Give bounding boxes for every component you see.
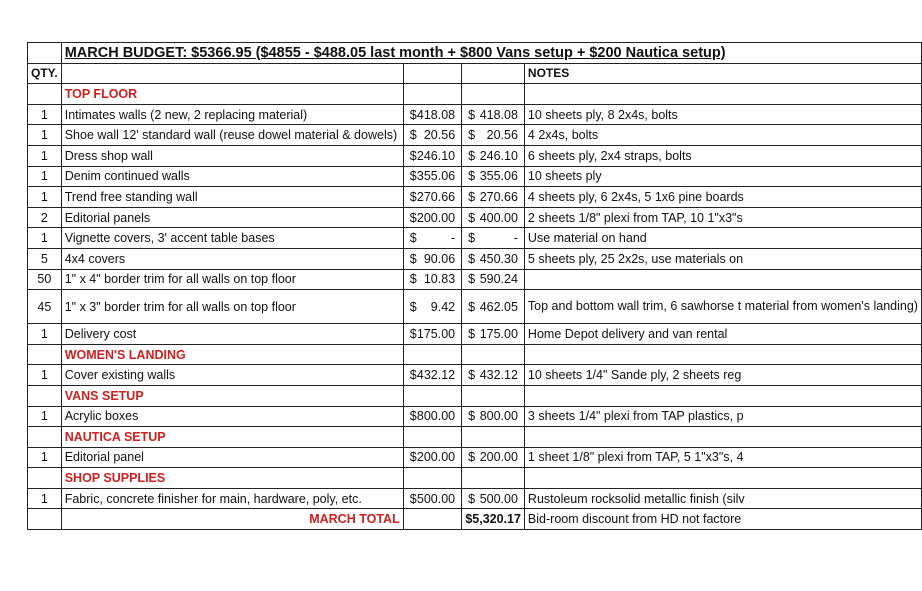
unit-cost-cell bbox=[403, 207, 461, 228]
unit-cost-cell-inner bbox=[407, 128, 458, 142]
line-total-cell bbox=[462, 365, 525, 386]
qty-cell: 1 bbox=[28, 324, 62, 345]
budget-title: MARCH BUDGET: $5366.95 ($4855 - $488.05 last month + $800 Vans setup + $200 Nautica setup) bbox=[61, 43, 921, 64]
unit-cost-cell-inner bbox=[407, 169, 458, 183]
qty-cell bbox=[28, 344, 62, 365]
unit-cost-cell bbox=[403, 447, 461, 468]
description-cell: Editorial panel bbox=[61, 447, 403, 468]
currency-symbol: $ bbox=[468, 491, 476, 506]
desc-header bbox=[61, 63, 403, 84]
notes-cell bbox=[524, 84, 921, 105]
notes-cell: 10 sheets 1/4" Sande ply, 2 sheets reg bbox=[524, 365, 921, 386]
qty-cell: 1 bbox=[28, 187, 62, 208]
unit-cost-cell bbox=[403, 365, 461, 386]
currency-symbol: $ bbox=[468, 189, 476, 204]
amount: 800.00 bbox=[416, 409, 456, 424]
budget-sheet-body bbox=[28, 43, 922, 530]
line-total-cell-inner bbox=[465, 492, 521, 506]
amount: 355.06 bbox=[479, 169, 518, 184]
amount: 175.00 bbox=[479, 326, 518, 341]
description-cell: 1" x 4" border trim for all walls on top floor bbox=[61, 269, 403, 290]
description-cell: Vignette covers, 3' accent table bases bbox=[61, 228, 403, 249]
unit-cost-cell-inner bbox=[407, 409, 458, 423]
qty-cell bbox=[28, 468, 62, 489]
currency-symbol: $ bbox=[468, 450, 476, 465]
unit-cell bbox=[403, 509, 461, 530]
item-row bbox=[28, 104, 922, 125]
unit-cost-cell bbox=[403, 324, 461, 345]
amount: 90.06 bbox=[423, 251, 456, 266]
notes-cell bbox=[524, 344, 921, 365]
notes-cell: 4 sheets ply, 6 2x4s, 5 1x6 pine boards bbox=[524, 187, 921, 208]
amount: 20.56 bbox=[423, 128, 456, 143]
amount: 200.00 bbox=[416, 450, 456, 465]
amount: 246.10 bbox=[479, 148, 518, 163]
qty-cell: 1 bbox=[28, 365, 62, 386]
amount: 500.00 bbox=[416, 491, 456, 506]
amount: 800.00 bbox=[479, 409, 518, 424]
amount: 9.42 bbox=[430, 299, 456, 314]
currency-symbol: $ bbox=[468, 299, 476, 314]
notes-cell: Top and bottom wall trim, 6 sawhorse t material from women's landing) bbox=[524, 290, 921, 324]
item-row bbox=[28, 488, 922, 509]
notes-cell: 1 sheet 1/8" plexi from TAP, 5 1"x3"s, 4 bbox=[524, 447, 921, 468]
total-cell bbox=[462, 468, 525, 489]
amount: 418.08 bbox=[416, 107, 456, 122]
amount: 200.00 bbox=[416, 210, 456, 225]
qty-cell: 2 bbox=[28, 207, 62, 228]
amount: 270.66 bbox=[479, 189, 518, 204]
line-total-cell bbox=[462, 324, 525, 345]
notes-cell: 4 2x4s, bolts bbox=[524, 125, 921, 146]
currency-symbol: $ bbox=[409, 299, 417, 314]
description-cell: Cover existing walls bbox=[61, 365, 403, 386]
currency-symbol: $ bbox=[409, 189, 417, 204]
qty-header: QTY. bbox=[28, 63, 62, 84]
section-label: NAUTICA SETUP bbox=[61, 427, 403, 448]
line-total-cell-inner bbox=[465, 149, 521, 163]
unit-cost-cell-inner bbox=[407, 190, 458, 204]
qty-cell: 1 bbox=[28, 406, 62, 427]
unit-cost-cell bbox=[403, 248, 461, 269]
line-total-cell-inner bbox=[465, 368, 521, 382]
currency-symbol: $ bbox=[468, 326, 476, 341]
total-label: MARCH TOTAL bbox=[61, 509, 403, 530]
line-total-cell-inner bbox=[465, 409, 521, 423]
currency-symbol: $ bbox=[468, 368, 476, 383]
unit-cost-cell bbox=[403, 406, 461, 427]
amount: 10.83 bbox=[423, 272, 456, 287]
currency-symbol: $ bbox=[409, 128, 417, 143]
unit-cost-cell bbox=[403, 228, 461, 249]
description-cell: Delivery cost bbox=[61, 324, 403, 345]
item-row bbox=[28, 166, 922, 187]
unit-cost-cell-inner bbox=[407, 108, 458, 122]
item-row bbox=[28, 248, 922, 269]
unit-cell bbox=[403, 84, 461, 105]
amount: 355.06 bbox=[416, 169, 456, 184]
amount: 590.24 bbox=[479, 272, 518, 287]
currency-symbol: $ bbox=[409, 450, 417, 465]
item-row bbox=[28, 269, 922, 290]
notes-cell: 5 sheets ply, 25 2x2s, use materials on bbox=[524, 248, 921, 269]
currency-symbol: $ bbox=[409, 368, 417, 383]
total-cell bbox=[462, 385, 525, 406]
item-row bbox=[28, 187, 922, 208]
item-row bbox=[28, 406, 922, 427]
unit-cost-cell-inner bbox=[407, 231, 458, 245]
section-label: WOMEN'S LANDING bbox=[61, 344, 403, 365]
item-row bbox=[28, 365, 922, 386]
item-row bbox=[28, 447, 922, 468]
item-row bbox=[28, 324, 922, 345]
notes-header: NOTES bbox=[524, 63, 921, 84]
qty-cell bbox=[28, 84, 62, 105]
unit-cost-cell bbox=[403, 269, 461, 290]
line-total-cell bbox=[462, 228, 525, 249]
line-total-cell-inner bbox=[465, 231, 521, 245]
line-total-cell bbox=[462, 290, 525, 324]
description-cell: Fabric, concrete finisher for main, hardware, poly, etc. bbox=[61, 488, 403, 509]
notes-cell: 10 sheets ply, 8 2x4s, bolts bbox=[524, 104, 921, 125]
total-cell bbox=[462, 84, 525, 105]
amount: 400.00 bbox=[479, 210, 518, 225]
title-spacer-cell bbox=[28, 43, 62, 64]
currency-symbol: $ bbox=[468, 148, 476, 163]
unit-cost-cell bbox=[403, 145, 461, 166]
currency-symbol: $ bbox=[468, 409, 476, 424]
total-header bbox=[462, 63, 525, 84]
currency-symbol: $ bbox=[468, 169, 476, 184]
notes-cell bbox=[524, 468, 921, 489]
currency-symbol: $ bbox=[409, 326, 417, 341]
currency-symbol: $ bbox=[468, 231, 476, 246]
line-total-cell bbox=[462, 406, 525, 427]
unit-cost-cell-inner bbox=[407, 149, 458, 163]
line-total-cell-inner bbox=[465, 450, 521, 464]
line-total-cell bbox=[462, 104, 525, 125]
line-total-cell bbox=[462, 269, 525, 290]
unit-cost-cell bbox=[403, 166, 461, 187]
currency-symbol: $ bbox=[409, 231, 417, 246]
section-row bbox=[28, 385, 922, 406]
notes-cell: Home Depot delivery and van rental bbox=[524, 324, 921, 345]
qty-cell: 45 bbox=[28, 290, 62, 324]
line-total-cell bbox=[462, 488, 525, 509]
unit-cost-cell-inner bbox=[407, 368, 458, 382]
qty-cell: 1 bbox=[28, 228, 62, 249]
total-row bbox=[28, 509, 922, 530]
amount: 246.10 bbox=[416, 148, 456, 163]
item-row bbox=[28, 228, 922, 249]
unit-cost-cell bbox=[403, 488, 461, 509]
currency-symbol: $ bbox=[409, 491, 417, 506]
line-total-cell bbox=[462, 207, 525, 228]
currency-symbol: $ bbox=[468, 210, 476, 225]
unit-cost-cell-inner bbox=[407, 327, 458, 341]
unit-cost-cell bbox=[403, 125, 461, 146]
line-total-cell bbox=[462, 166, 525, 187]
total-notes: Bid-room discount from HD not factore bbox=[524, 509, 921, 530]
description-cell: Acrylic boxes bbox=[61, 406, 403, 427]
notes-cell bbox=[524, 269, 921, 290]
notes-cell bbox=[524, 427, 921, 448]
qty-cell: 1 bbox=[28, 125, 62, 146]
qty-cell: 50 bbox=[28, 269, 62, 290]
currency-symbol: $ bbox=[468, 272, 476, 287]
qty-cell: 1 bbox=[28, 166, 62, 187]
qty-cell bbox=[28, 509, 62, 530]
section-row bbox=[28, 468, 922, 489]
currency-symbol: $ bbox=[409, 169, 417, 184]
notes-cell: 3 sheets 1/4" plexi from TAP plastics, p bbox=[524, 406, 921, 427]
unit-cost-cell-inner bbox=[407, 450, 458, 464]
line-total-cell bbox=[462, 447, 525, 468]
currency-symbol: $ bbox=[409, 272, 417, 287]
section-row bbox=[28, 84, 922, 105]
amount: 432.12 bbox=[479, 368, 518, 383]
qty-cell bbox=[28, 385, 62, 406]
unit-cost-cell-inner bbox=[407, 300, 458, 314]
description-cell: Intimates walls (2 new, 2 replacing material) bbox=[61, 104, 403, 125]
budget-sheet bbox=[27, 42, 922, 530]
amount: - bbox=[450, 231, 456, 246]
section-label: VANS SETUP bbox=[61, 385, 403, 406]
unit-cell bbox=[403, 427, 461, 448]
line-total-cell-inner bbox=[465, 128, 521, 142]
section-row bbox=[28, 427, 922, 448]
section-label: SHOP SUPPLIES bbox=[61, 468, 403, 489]
currency-symbol: $ bbox=[468, 128, 476, 143]
total-cell bbox=[462, 427, 525, 448]
amount: 418.08 bbox=[479, 107, 518, 122]
amount: 500.00 bbox=[479, 491, 518, 506]
currency-symbol: $ bbox=[409, 107, 417, 122]
notes-cell: Use material on hand bbox=[524, 228, 921, 249]
section-label: TOP FLOOR bbox=[61, 84, 403, 105]
currency-symbol: $ bbox=[409, 210, 417, 225]
unit-header bbox=[403, 63, 461, 84]
description-cell: 4x4 covers bbox=[61, 248, 403, 269]
qty-cell: 1 bbox=[28, 104, 62, 125]
unit-cost-cell-inner bbox=[407, 492, 458, 506]
description-cell: Editorial panels bbox=[61, 207, 403, 228]
line-total-cell-inner bbox=[465, 300, 521, 314]
item-row bbox=[28, 125, 922, 146]
notes-cell bbox=[524, 385, 921, 406]
notes-cell: 6 sheets ply, 2x4 straps, bolts bbox=[524, 145, 921, 166]
total-cell bbox=[462, 344, 525, 365]
notes-cell: Rustoleum rocksolid metallic finish (silv bbox=[524, 488, 921, 509]
qty-cell: 1 bbox=[28, 447, 62, 468]
grand-total: $5,320.17 bbox=[462, 509, 525, 530]
unit-cost-cell bbox=[403, 187, 461, 208]
description-cell: Denim continued walls bbox=[61, 166, 403, 187]
item-row bbox=[28, 207, 922, 228]
unit-cell bbox=[403, 468, 461, 489]
section-row bbox=[28, 344, 922, 365]
unit-cell bbox=[403, 344, 461, 365]
currency-symbol: $ bbox=[409, 409, 417, 424]
notes-cell: 10 sheets ply bbox=[524, 166, 921, 187]
line-total-cell-inner bbox=[465, 327, 521, 341]
qty-cell: 5 bbox=[28, 248, 62, 269]
amount: - bbox=[513, 231, 518, 246]
amount: 450.30 bbox=[479, 251, 518, 266]
currency-symbol: $ bbox=[409, 148, 417, 163]
line-total-cell-inner bbox=[465, 108, 521, 122]
line-total-cell-inner bbox=[465, 211, 521, 225]
unit-cost-cell bbox=[403, 290, 461, 324]
qty-cell bbox=[28, 427, 62, 448]
qty-cell: 1 bbox=[28, 145, 62, 166]
line-total-cell bbox=[462, 248, 525, 269]
item-row bbox=[28, 145, 922, 166]
unit-cost-cell-inner bbox=[407, 211, 458, 225]
amount: 175.00 bbox=[416, 326, 456, 341]
description-cell: 1" x 3" border trim for all walls on top floor bbox=[61, 290, 403, 324]
currency-symbol: $ bbox=[468, 251, 476, 266]
line-total-cell-inner bbox=[465, 190, 521, 204]
line-total-cell bbox=[462, 187, 525, 208]
line-total-cell bbox=[462, 125, 525, 146]
line-total-cell-inner bbox=[465, 169, 521, 183]
notes-cell: 2 sheets 1/8" plexi from TAP, 10 1"x3"s bbox=[524, 207, 921, 228]
line-total-cell-inner bbox=[465, 272, 521, 286]
unit-cell bbox=[403, 385, 461, 406]
description-cell: Trend free standing wall bbox=[61, 187, 403, 208]
item-row bbox=[28, 290, 922, 324]
currency-symbol: $ bbox=[468, 107, 476, 122]
amount: 200.00 bbox=[479, 450, 518, 465]
description-cell: Shoe wall 12' standard wall (reuse dowel material & dowels) bbox=[61, 125, 403, 146]
unit-cost-cell bbox=[403, 104, 461, 125]
amount: 270.66 bbox=[416, 189, 456, 204]
amount: 462.05 bbox=[479, 299, 518, 314]
amount: 20.56 bbox=[486, 128, 518, 143]
qty-cell: 1 bbox=[28, 488, 62, 509]
currency-symbol: $ bbox=[409, 251, 417, 266]
line-total-cell-inner bbox=[465, 252, 521, 266]
description-cell: Dress shop wall bbox=[61, 145, 403, 166]
line-total-cell bbox=[462, 145, 525, 166]
amount: 432.12 bbox=[416, 368, 456, 383]
unit-cost-cell-inner bbox=[407, 252, 458, 266]
unit-cost-cell-inner bbox=[407, 272, 458, 286]
